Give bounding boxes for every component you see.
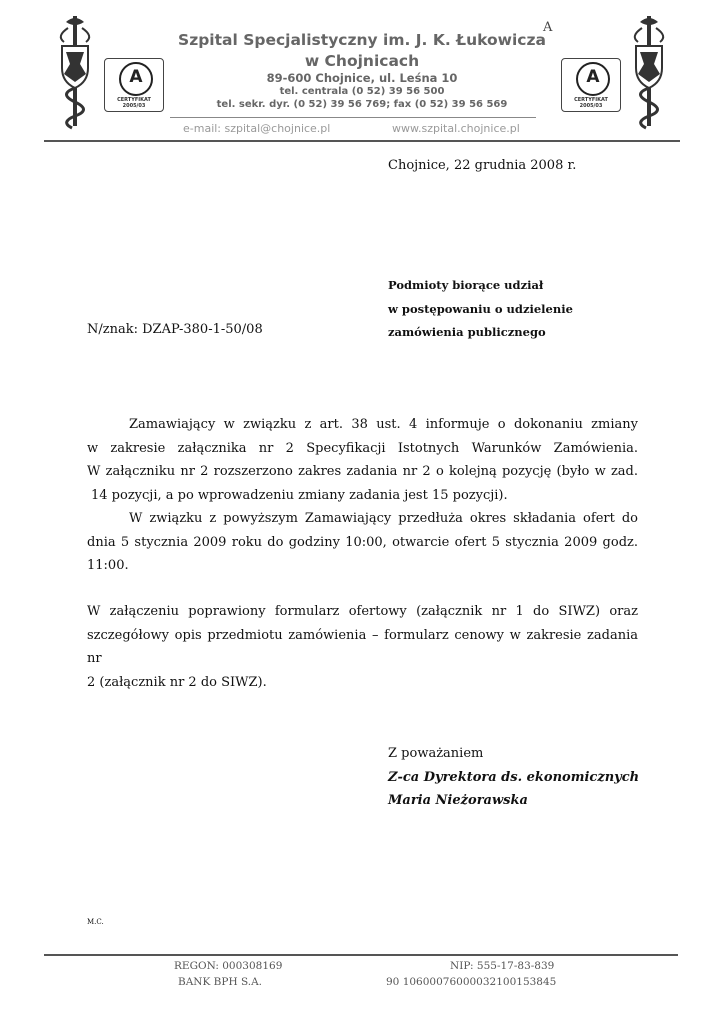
footer-rule	[44, 954, 678, 956]
hospital-city: w Chojnicach	[304, 52, 420, 70]
body-line: dnia 5 stycznia 2009 roku do godziny 10:00, otwarcie ofert 5 stycznia 2009 godz.	[87, 534, 638, 550]
closing-salutation: Z poważaniem	[388, 746, 484, 761]
body-line: W związku z powyższym Zamawiający przedłuża okres składania ofert do	[129, 511, 638, 526]
signatory-name: Maria Nieżorawska	[388, 793, 528, 808]
letter-date: Chojnice, 22 grudnia 2008 r.	[388, 158, 577, 173]
body-line: W załączeniu poprawiony formularz ofertowy (załącznik nr 1 do SIWZ) oraz	[87, 604, 638, 619]
footer-account: 90 10600076000032100153845	[386, 976, 557, 988]
footer-nip: NIP: 555-17-83-839	[450, 960, 555, 972]
body-line: 2 (załącznik nr 2 do SIWZ).	[87, 674, 267, 690]
body-line: w zakresie załącznika nr 2 Specyfikacji Istotnych Warunków Zamówienia.	[87, 440, 638, 456]
certificate-label: CERTYFIKAT 2005/03	[117, 97, 151, 109]
email-link[interactable]: e-mail: szpital@chojnice.pl	[183, 122, 331, 135]
body-line: Zamawiający w związku z art. 38 ust. 4 informuje o dokonaniu zmiany	[129, 417, 638, 432]
body-line: szczegółowy opis przedmiotu zamówienia – formularz cenowy w zakresie zadania nr	[87, 627, 638, 666]
closing-block	[388, 742, 639, 813]
body-line: W załączniku nr 2 rozszerzono zakres zadania nr 2 o kolejną pozycję (było w zad.	[87, 464, 638, 479]
corner-mark: A	[543, 20, 553, 35]
header-divider	[170, 117, 536, 118]
recipient-line: w postępowaniu o udzielenie	[388, 301, 573, 316]
recipient-line: Podmioty biorące udział	[388, 278, 544, 292]
reference-number: N/znak: DZAP-380-1-50/08	[87, 322, 263, 337]
signatory-title: Z-ca Dyrektora ds. ekonomicznych	[388, 769, 640, 785]
body-line: 11:00.	[87, 558, 129, 573]
body-paragraph-1	[87, 413, 638, 578]
hospital-name: Szpital Specjalistyczny im. J. K. Łukowicza	[178, 31, 546, 49]
footer-bank: BANK BPH S.A.	[178, 976, 263, 988]
recipient-line: zamówienia publicznego	[388, 325, 546, 339]
footer-regon: REGON: 000308169	[174, 960, 283, 972]
certificate-label: CERTYFIKAT 2005/03	[574, 97, 608, 109]
phone-central: tel. centrala (0 52) 39 56 500	[279, 86, 445, 97]
hospital-address: 89-600 Chojnice, ul. Leśna 10	[266, 71, 458, 85]
quality-certificate-icon: A CERTYFIKAT 2005/03	[561, 58, 621, 112]
recipient-block	[388, 274, 573, 345]
website-link[interactable]: www.szpital.chojnice.pl	[392, 122, 520, 135]
body-paragraph-2	[87, 600, 638, 694]
author-initials: M.C.	[87, 918, 104, 926]
phone-secretary: tel. sekr. dyr. (0 52) 39 56 769; fax (0 52) 39 56 569	[216, 99, 508, 110]
quality-certificate-icon: A CERTYFIKAT 2005/03	[104, 58, 164, 112]
body-line: 14 pozycji, a po wprowadzeniu zmiany zadania jest 15 pozycji).	[91, 487, 508, 503]
header-rule	[44, 140, 680, 142]
